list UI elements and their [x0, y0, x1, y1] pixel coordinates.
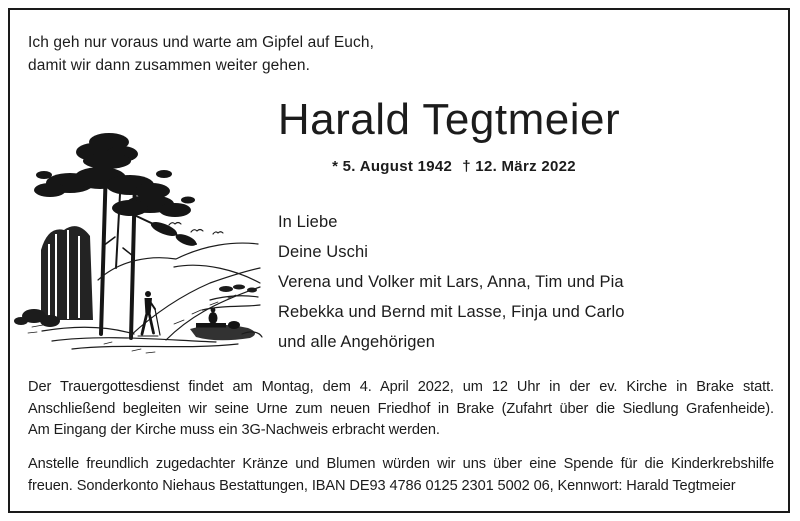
birth-date: * 5. August 1942	[332, 158, 453, 175]
service-line: Am Eingang der Kirche muss ein 3G-Nachweis erbracht werden.	[28, 422, 440, 438]
service-line: Anschließend begleiten wir seine Urne zum neuen Friedhof in Brake (Zufahrt über die Siedlung Grafenheide).	[28, 400, 774, 417]
service-line: Der Trauergottesdienst findet am Montag, dem 4. April 2022, um 12 Uhr in der ev. Kirche in Brake statt.	[28, 379, 774, 395]
donation-line: Anstelle freundlich zugedachter Kränze und Blumen würden wir uns über eine Spende für die Kinderkrebshilfe	[28, 456, 774, 472]
birds	[169, 223, 223, 235]
mourner-line: und alle Angehörigen	[278, 333, 436, 351]
mourners-list	[278, 207, 625, 357]
pine-trees-wanderer-illustration	[12, 128, 264, 354]
death-date: † 12. März 2022	[462, 158, 576, 175]
mourner-line: Rebekka und Bernd mit Lasse, Finja und Carlo	[278, 303, 625, 321]
service-paragraph	[28, 377, 774, 442]
mourner-line: In Liebe	[278, 213, 338, 231]
mourner-line: Verena und Volker mit Lars, Anna, Tim und Pia	[278, 273, 624, 291]
birch-thicket	[14, 226, 93, 327]
bench-and-figure	[190, 308, 255, 341]
field-bushes	[219, 285, 257, 293]
mourner-line: Deine Uschi	[278, 243, 369, 261]
epigraph-line: Ich geh nur voraus und warte am Gipfel auf Euch,	[28, 34, 374, 51]
obituary-frame	[8, 8, 790, 513]
donation-line: freuen. Sonderkonto Niehaus Bestattungen, IBAN DE93 4786 0125 2301 5002 06, Kennwort: Harald Tegtmeier	[28, 477, 736, 494]
epigraph-line: damit wir dann zusammen weiter gehen.	[28, 57, 310, 74]
deceased-name: Harald Tegtmeier	[277, 95, 621, 144]
epigraph	[28, 31, 374, 77]
donation-paragraph	[28, 454, 774, 497]
